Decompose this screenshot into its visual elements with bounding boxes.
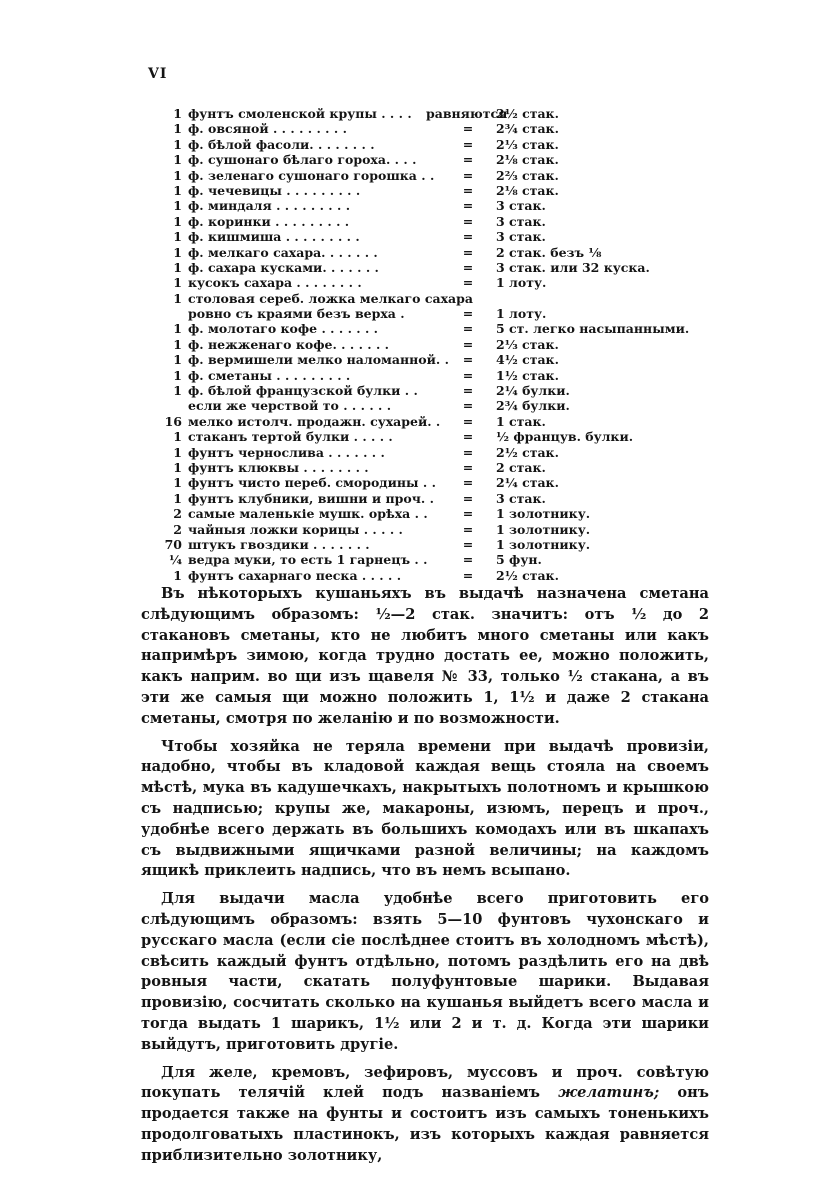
row-item: ф. чечевицы . . . . . . . . . bbox=[188, 182, 361, 198]
row-item: ф. коринки . . . . . . . . . bbox=[188, 213, 350, 229]
row-result: 2⅔ стак. bbox=[496, 167, 559, 183]
table-row bbox=[160, 260, 720, 275]
table-row bbox=[160, 168, 720, 183]
table-row bbox=[160, 337, 720, 352]
row-equals: равняются bbox=[426, 106, 508, 121]
row-item: ф. вермишели мелко наломанной. . bbox=[188, 352, 449, 368]
row-equals: = bbox=[462, 259, 474, 275]
row-quantity: 1 bbox=[173, 352, 182, 368]
table-row bbox=[160, 568, 720, 583]
row-quantity: 1 bbox=[173, 275, 182, 291]
row-quantity: 1 bbox=[173, 182, 182, 198]
row-quantity: 1 bbox=[173, 213, 182, 229]
row-equals: = bbox=[462, 229, 474, 245]
row-item: ф. сушонаго бѣлаго гороха. . . . bbox=[188, 152, 417, 168]
table-row bbox=[160, 414, 720, 429]
table-row bbox=[160, 522, 720, 537]
table-row bbox=[160, 198, 720, 213]
row-item: ф. бѣлой фасоли. . . . . . . . bbox=[188, 136, 375, 152]
row-item: фунтъ чисто переб. смородины . . bbox=[188, 475, 436, 491]
table-row bbox=[160, 383, 720, 398]
measures-table bbox=[160, 106, 720, 583]
row-equals: = bbox=[462, 444, 474, 460]
row-quantity: 1 bbox=[173, 229, 182, 245]
row-item: ф. нежженаго кофе. . . . . . . bbox=[188, 336, 390, 352]
row-quantity: 1 bbox=[173, 367, 182, 383]
row-equals: = bbox=[462, 490, 474, 506]
row-equals: = bbox=[462, 167, 474, 183]
row-quantity: 1 bbox=[173, 152, 182, 168]
paragraph-pantry: Чтобы хозяйка не теряла времени при выдачѣ провизіи, надобно, чтобы въ кладовой каждая вещь стояла на своемъ мѣстѣ, мука въ кадушечкахъ, накрытыхъ полотномъ и крышкою съ надписью; крупы же, макароны, изюмъ, перецъ и проч., удобнѣе всего держать въ большихъ комодахъ или въ шкапахъ съ выдвижными ящичками разной величины; на каждомъ ящикѣ приклеить надпись, что въ немъ всыпано. bbox=[141, 737, 709, 880]
row-equals: = bbox=[462, 383, 474, 399]
row-quantity: 1 bbox=[173, 475, 182, 491]
row-result: 2¾ булки. bbox=[496, 398, 570, 414]
row-item: ф. сметаны . . . . . . . . . bbox=[188, 367, 351, 383]
row-item: если же черствой то . . . . . . bbox=[188, 398, 392, 414]
table-row bbox=[160, 183, 720, 198]
row-result: 1 лоту. bbox=[496, 306, 547, 322]
row-equals: = bbox=[462, 536, 474, 552]
row-quantity: 1 bbox=[173, 167, 182, 183]
table-row bbox=[160, 291, 720, 322]
row-item: ф. сахара кусками. . . . . . . bbox=[188, 259, 379, 275]
table-row bbox=[160, 460, 720, 475]
row-result: ½ францув. булки. bbox=[496, 429, 634, 445]
row-item: ведра муки, то есть 1 гарнецъ . . bbox=[188, 552, 428, 568]
table-row bbox=[160, 398, 720, 413]
row-quantity: 1 bbox=[173, 259, 182, 275]
row-quantity: 1 bbox=[173, 121, 182, 137]
row-item: ф. молотаго кофе . . . . . . . bbox=[188, 321, 379, 337]
row-quantity: 1 bbox=[173, 383, 182, 399]
row-equals: = bbox=[462, 352, 474, 368]
row-result: 2¼ булки. bbox=[496, 383, 570, 399]
table-row bbox=[160, 552, 720, 567]
table-row bbox=[160, 352, 720, 367]
row-item: фунтъ клубники, вишни и проч. . bbox=[188, 490, 434, 506]
row-result: 2½ стак. bbox=[496, 444, 559, 460]
row-item: чайныя ложки корицы . . . . . bbox=[188, 521, 403, 537]
paragraph-gelatin bbox=[141, 1063, 709, 1167]
row-quantity: 1 bbox=[173, 490, 182, 506]
page-number: VI bbox=[148, 66, 168, 82]
row-item: ф. бѣлой французской булки . . bbox=[188, 383, 418, 399]
row-quantity: ¼ bbox=[168, 552, 182, 568]
row-result: 2 стак. безъ ⅛ bbox=[496, 244, 602, 260]
row-result: 1½ стак. bbox=[496, 367, 559, 383]
row-result: 5 фун. bbox=[496, 552, 542, 568]
row-item: стаканъ тертой булки . . . . . bbox=[188, 429, 393, 445]
row-item: кусокъ сахара . . . . . . . . bbox=[188, 275, 362, 291]
row-result: 2½ стак. bbox=[496, 106, 559, 121]
row-equals: = bbox=[462, 521, 474, 537]
row-item: ф. мелкаго сахара. . . . . . . bbox=[188, 244, 378, 260]
row-result: 1 золотнику. bbox=[496, 536, 591, 552]
row-quantity: 70 bbox=[164, 536, 182, 552]
row-result: 3 стак. или 32 куска. bbox=[496, 259, 650, 275]
row-quantity: 1 bbox=[173, 290, 182, 306]
row-equals: = bbox=[462, 306, 474, 322]
row-result: 2 стак. bbox=[496, 460, 546, 475]
row-quantity: 1 bbox=[173, 321, 182, 337]
row-quantity: 2 bbox=[173, 506, 182, 522]
row-result: 1 стак. bbox=[496, 413, 546, 429]
row-equals: = bbox=[462, 275, 474, 291]
row-result: 2⅓ стак. bbox=[496, 336, 559, 352]
row-item: самые маленькіе мушк. орѣха . . bbox=[188, 506, 428, 522]
gelatin-term: желатинъ; bbox=[558, 1084, 660, 1102]
row-result: 1 лоту. bbox=[496, 275, 547, 291]
row-result: 1 золотнику. bbox=[496, 521, 591, 537]
row-result: 4½ стак. bbox=[496, 352, 559, 368]
table-row bbox=[160, 106, 720, 121]
row-item: фунтъ сахарнаго песка . . . . . bbox=[188, 567, 402, 583]
row-equals: = bbox=[462, 198, 474, 214]
row-equals: = bbox=[462, 244, 474, 260]
row-quantity: 1 bbox=[173, 567, 182, 583]
paragraph-sour-cream: Въ нѣкоторыхъ кушаньяхъ въ выдачѣ назначена сметана слѣдующимъ образомъ: ½—2 стак. значитъ: отъ ½ до 2 стакановъ сметаны, кто не любитъ много сметаны или какъ напримѣръ зимою, когда трудно достать ее, можно положить, какъ наприм. во щи изъ щавеля № 33, только ½ стакана, а въ эти же самыя щи можно положить 1, 1½ и даже 2 стакана сметаны, смотря по желанію и по возможности. bbox=[141, 585, 709, 727]
table-row bbox=[160, 429, 720, 444]
row-quantity: 1 bbox=[173, 336, 182, 352]
gelatin-text-b: онъ продается также на фунты и состоитъ изъ самыхъ тоненькихъ продолговатыхъ пластинокъ, изъ которыхъ каждая равняется приблизительно золотнику, bbox=[141, 1084, 709, 1164]
row-equals: = bbox=[462, 213, 474, 229]
row-quantity: 16 bbox=[164, 413, 182, 429]
table-row bbox=[160, 152, 720, 167]
row-equals: = bbox=[462, 182, 474, 198]
row-quantity: 1 bbox=[173, 106, 182, 121]
paragraph-butter: Для выдачи масла удобнѣе всего приготовить его слѣдующимъ образомъ: взять 5—10 фунтовъ чухонскаго и русскаго масла (если сіе послѣднее стоитъ въ холодномъ мѣстѣ), свѣсить каждый фунтъ отдѣльно, потомъ раздѣлить его на двѣ ровныя части, скатать полуфунтовые шарики. Выдавая провизію, сосчитать сколько на кушанья выйдетъ всего масла и тогда выдать 1 шарикъ, 1½ или 2 и т. д. Когда эти шарики выйдутъ, приготовить другіе. bbox=[141, 890, 709, 1053]
prose-body bbox=[141, 584, 709, 1174]
table-row bbox=[160, 121, 720, 136]
table-row bbox=[160, 491, 720, 506]
table-row bbox=[160, 368, 720, 383]
row-equals: = bbox=[462, 552, 474, 568]
row-equals: = bbox=[462, 475, 474, 491]
row-item: ф. овсяной . . . . . . . . . bbox=[188, 121, 347, 137]
row-result: 2⅛ стак. bbox=[496, 182, 559, 198]
row-quantity: 1 bbox=[173, 429, 182, 445]
row-result: 2½ стак. bbox=[496, 567, 559, 583]
row-quantity: 1 bbox=[173, 136, 182, 152]
row-equals: = bbox=[462, 506, 474, 522]
row-result: 5 ст. легко насыпанными. bbox=[496, 321, 690, 337]
table-row bbox=[160, 537, 720, 552]
table-row bbox=[160, 506, 720, 521]
row-item: ф. кишмиша . . . . . . . . . bbox=[188, 229, 360, 245]
table-row bbox=[160, 445, 720, 460]
row-item: ф. зеленаго сушонаго горошка . . bbox=[188, 167, 435, 183]
row-result: 3 стак. bbox=[496, 213, 546, 229]
row-equals: = bbox=[462, 367, 474, 383]
row-result: 3 стак. bbox=[496, 229, 546, 245]
row-result: 3 стак. bbox=[496, 198, 546, 214]
row-item: мелко истолч. продажн. сухарей. . bbox=[188, 413, 441, 429]
row-quantity: 1 bbox=[173, 244, 182, 260]
row-equals: = bbox=[462, 413, 474, 429]
row-item: штукъ гвоздики . . . . . . . bbox=[188, 536, 370, 552]
row-result: 1 золотнику. bbox=[496, 506, 591, 522]
row-quantity: 1 bbox=[173, 198, 182, 214]
row-result: 2¾ стак. bbox=[496, 121, 559, 137]
row-equals: = bbox=[462, 429, 474, 445]
row-result: 2¼ стак. bbox=[496, 475, 559, 491]
row-equals: = bbox=[462, 398, 474, 414]
row-result: 3 стак. bbox=[496, 490, 546, 506]
table-row bbox=[160, 137, 720, 152]
row-result: 2⅛ стак. bbox=[496, 152, 559, 168]
row-equals: = bbox=[462, 136, 474, 152]
table-row bbox=[160, 214, 720, 229]
row-quantity: 1 bbox=[173, 444, 182, 460]
row-quantity: 1 bbox=[173, 460, 182, 475]
row-equals: = bbox=[462, 460, 474, 475]
table-row bbox=[160, 475, 720, 490]
gelatin-text-a: Для желе, кремовъ, зефировъ, муссовъ и проч. совѣтую покупать телячій клей подъ названіемъ bbox=[141, 1063, 709, 1102]
row-equals: = bbox=[462, 121, 474, 137]
row-item: ф. миндаля . . . . . . . . . bbox=[188, 198, 351, 214]
row-equals: = bbox=[462, 321, 474, 337]
row-item: столовая сереб. ложка мелкаго сахара ровно съ краями безъ верха . bbox=[188, 290, 473, 322]
table-row bbox=[160, 245, 720, 260]
row-quantity: 2 bbox=[173, 521, 182, 537]
row-result: 2⅓ стак. bbox=[496, 136, 559, 152]
table-row bbox=[160, 321, 720, 336]
row-item: фунтъ чернослива . . . . . . . bbox=[188, 444, 385, 460]
table-row bbox=[160, 229, 720, 244]
row-equals: = bbox=[462, 152, 474, 168]
table-row bbox=[160, 275, 720, 290]
row-equals: = bbox=[462, 567, 474, 583]
row-item: фунтъ клюквы . . . . . . . . bbox=[188, 460, 369, 475]
row-item: фунтъ смоленской крупы . . . . bbox=[188, 106, 412, 121]
row-equals: = bbox=[462, 336, 474, 352]
